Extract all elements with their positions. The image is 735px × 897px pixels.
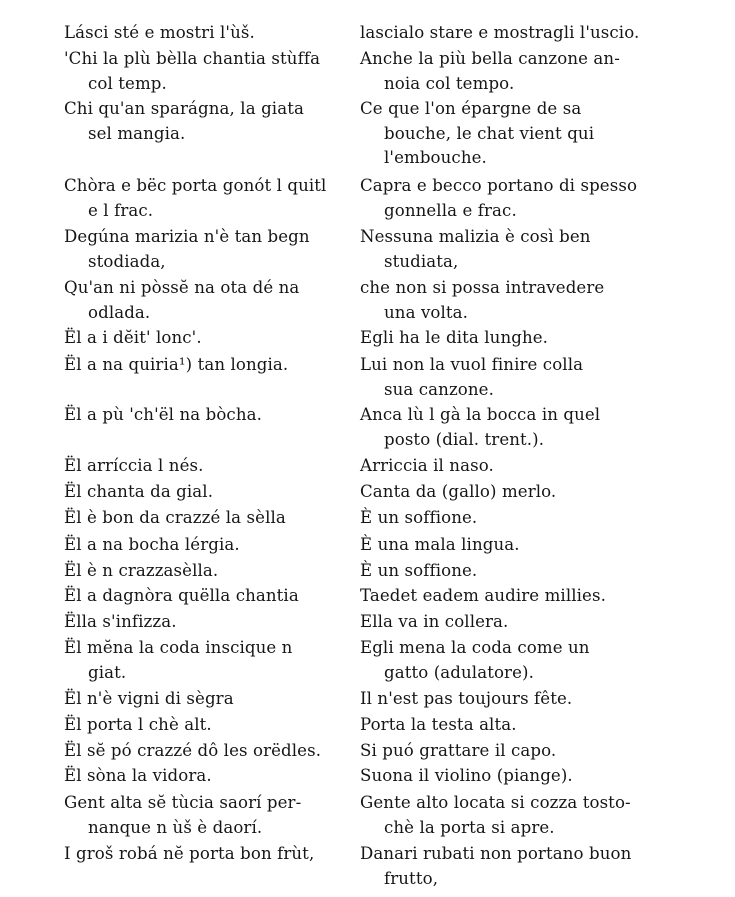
italian-line: sua canzone. [384,379,494,399]
italian-text [360,47,730,96]
italian-line: Anche la più bella canzone an- [360,49,620,68]
italian-line: Suona il violino (piange). [360,766,573,785]
italian-text [360,739,730,764]
italian-line: Canta da (gallo) merlo. [360,482,557,501]
ladin-line: Ël porta l chè alt. [64,715,212,734]
ladin-line: Gent alta sĕ tùcia saorí per- [64,793,302,812]
ladin-text [64,225,350,274]
ladin-line: I groš robá nĕ porta bon frùt, [64,844,315,863]
ladin-line: Ël sĕ pó crazzé dô les orëdles. [64,741,322,760]
ladin-line: stodiada, [88,251,166,271]
italian-line: lascialo stare e mostragli l'uscio. [360,23,640,42]
italian-text [360,764,730,789]
ladin-line: col temp. [88,73,167,93]
ladin-line: e l frac. [88,200,154,220]
ladin-line: Ël è bon da crazzé la sèlla [64,508,286,527]
italian-text [360,353,730,402]
ladin-line: Ëlla s'infizza. [64,612,177,631]
italian-line: Arriccia il naso. [360,456,494,475]
italian-text [360,174,730,223]
italian-line: Lui non la vuol finire colla [360,355,584,374]
italian-text [360,21,730,46]
ladin-line: Chòra e bëc porta gonót l quitl [64,176,327,195]
italian-text [360,454,730,479]
ladin-text [64,47,350,96]
ladin-line: Ël mĕna la coda inscique n [64,638,293,657]
ladin-line: odlada. [88,302,151,322]
ladin-text [64,739,350,764]
ladin-line: Ël a i dĕit' lonc'. [64,328,202,347]
italian-text [360,713,730,738]
ladin-text [64,533,350,558]
italian-line: Si puó grattare il capo. [360,741,557,760]
italian-line: Gente alto locata si cozza tosto- [360,793,631,812]
ladin-line: Ël a na quiria¹) tan longia. [64,355,289,374]
italian-line: Ce que l'on épargne de sa [360,99,582,118]
ladin-text [64,791,350,840]
ladin-line: 'Chi la plù bèlla chantia stùffa [64,49,321,68]
italian-line: Danari rubati non portano buon [360,844,632,863]
italian-line: che non si possa intravedere [360,278,605,297]
italian-text [360,791,730,840]
ladin-text [64,764,350,789]
ladin-line: Lásci sté e mostri l'ùš. [64,23,255,42]
italian-line: gatto (adulatore). [384,662,534,682]
ladin-line: Ël arríccia l nés. [64,456,204,475]
ladin-text [64,353,350,378]
italian-line: bouche, le chat vient qui [384,123,595,143]
italian-line: chè la porta si apre. [384,817,555,837]
ladin-line: Chi qu'an sparágna, la giata [64,99,304,118]
italian-text [360,610,730,635]
italian-text [360,636,730,685]
ladin-line: Degúna marizia n'è tan begn [64,227,310,246]
ladin-line: Ël a dagnòra quëlla chantia [64,586,299,605]
italian-text [360,533,730,558]
italian-line: È una mala lingua. [360,535,520,554]
italian-line: Nessuna malizia è così ben [360,227,591,246]
ladin-text [64,403,350,428]
ladin-text [64,454,350,479]
ladin-line: nanque n ùš è daorí. [88,817,263,837]
ladin-text [64,842,350,867]
italian-line: Il n'est pas toujours fête. [360,689,573,708]
italian-text [360,403,730,452]
ladin-text [64,276,350,325]
italian-line: Capra e becco portano di spesso [360,176,638,195]
ladin-line: Ël chanta da gial. [64,482,214,501]
italian-line: Anca lù l gà la bocca in quel [360,405,601,424]
italian-line: frutto, [384,868,439,888]
ladin-line: Ël n'è vigni di sègra [64,689,234,708]
italian-line: È un soffione. [360,508,478,527]
italian-text [360,276,730,325]
italian-line: posto (dial. trent.). [384,429,545,449]
italian-line: Ella va in collera. [360,612,509,631]
italian-text [360,480,730,505]
italian-line: noia col tempo. [384,73,515,93]
italian-text [360,559,730,584]
italian-line: l'embouche. [384,148,487,167]
italian-line: una volta. [384,302,469,322]
ladin-text [64,21,350,46]
italian-line: Porta la testa alta. [360,715,517,734]
italian-line: È un soffione. [360,561,478,580]
italian-text [360,584,730,609]
italian-line: Egli ha le dita lunghe. [360,328,549,347]
ladin-text [64,584,350,609]
italian-line: studiata, [384,251,459,271]
italian-text [360,326,730,351]
italian-text [360,687,730,712]
ladin-text [64,713,350,738]
italian-text [360,506,730,531]
ladin-text [64,506,350,531]
italian-text [360,225,730,274]
ladin-line: giat. [88,662,127,682]
ladin-text [64,559,350,584]
ladin-line: Ël è n crazzasèlla. [64,561,219,580]
ladin-text [64,610,350,635]
ladin-text [64,174,350,223]
ladin-text [64,636,350,685]
italian-line: gonnella e frac. [384,200,517,220]
italian-line: Egli mena la coda come un [360,638,590,657]
ladin-line: Qu'an ni pòssĕ na ota dé na [64,278,300,297]
ladin-line: Ël a na bocha lérgia. [64,535,240,554]
italian-text [360,842,730,891]
ladin-line: Ël sòna la vidora. [64,766,212,785]
italian-line: Taedet eadem audire millies. [360,586,606,605]
ladin-text [64,97,350,146]
ladin-text [64,480,350,505]
ladin-line: sel mangia. [88,123,186,143]
ladin-line: Ël a pù 'ch'ël na bòcha. [64,405,262,424]
ladin-text [64,687,350,712]
italian-text [360,97,730,171]
ladin-text [64,326,350,351]
